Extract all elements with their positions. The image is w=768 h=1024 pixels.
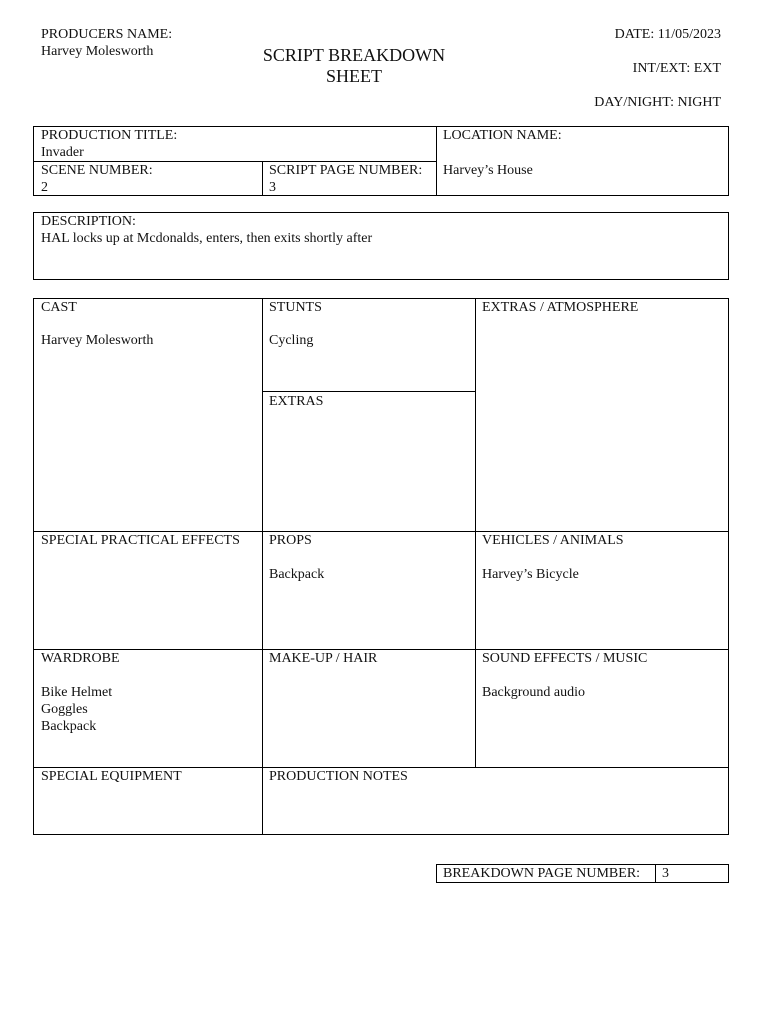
vehicles-animals-item: Harvey’s Bicycle xyxy=(482,567,579,582)
cast-label: CAST xyxy=(41,300,77,315)
int-ext-field: INT/EXT: EXT xyxy=(632,61,721,76)
production-title-value: Invader xyxy=(41,145,84,160)
wardrobe-item: Goggles xyxy=(41,702,88,717)
scene-number-label: SCENE NUMBER: xyxy=(41,163,153,178)
script-page-number-label: SCRIPT PAGE NUMBER: xyxy=(269,163,423,178)
props-label: PROPS xyxy=(269,533,312,548)
sound-effects-music-item: Background audio xyxy=(482,685,586,700)
description-label: DESCRIPTION: xyxy=(41,214,136,229)
location-name-label: LOCATION NAME: xyxy=(443,128,562,143)
grid-divider xyxy=(262,298,263,835)
production-title-label: PRODUCTION TITLE: xyxy=(41,128,178,143)
grid-divider xyxy=(262,391,475,392)
sound-effects-music-label: SOUND EFFECTS / MUSIC xyxy=(482,651,648,666)
wardrobe-list xyxy=(41,684,112,735)
cast-list xyxy=(41,332,153,349)
breakdown-page-number-value: 3 xyxy=(662,866,669,881)
table-divider xyxy=(262,161,263,196)
table-divider xyxy=(436,126,437,196)
extras-atmosphere-label: EXTRAS / ATMOSPHERE xyxy=(482,300,639,315)
breakdown-grid xyxy=(33,298,729,835)
page-title xyxy=(248,45,460,87)
location-name-value: Harvey’s House xyxy=(443,163,533,178)
page-title-line-1: SCRIPT BREAKDOWN xyxy=(262,45,446,65)
makeup-hair-label: MAKE-UP / HAIR xyxy=(269,651,378,666)
stunts-item: Cycling xyxy=(269,333,314,348)
special-practical-effects-label: SPECIAL PRACTICAL EFFECTS xyxy=(41,533,240,548)
vehicles-animals-list xyxy=(482,566,579,583)
props-list xyxy=(269,566,324,583)
special-equipment-label: SPECIAL EQUIPMENT xyxy=(41,769,182,784)
stunts-list xyxy=(269,332,313,349)
page-title-line-2: SHEET xyxy=(326,66,382,86)
wardrobe-item: Bike Helmet xyxy=(41,685,113,700)
cast-item: Harvey Molesworth xyxy=(41,333,154,348)
wardrobe-item: Backpack xyxy=(41,719,97,734)
stunts-label: STUNTS xyxy=(269,300,322,315)
wardrobe-label: WARDROBE xyxy=(41,651,120,666)
table-divider xyxy=(655,864,656,883)
description-value: HAL locks up at Mcdonalds, enters, then exits shortly after xyxy=(41,231,373,246)
day-night-field: DAY/NIGHT: NIGHT xyxy=(594,95,721,110)
props-item: Backpack xyxy=(269,567,325,582)
breakdown-page-number-label: BREAKDOWN PAGE NUMBER: xyxy=(443,866,641,881)
producers-name-label: PRODUCERS NAME: xyxy=(41,27,173,42)
vehicles-animals-label: VEHICLES / ANIMALS xyxy=(482,533,624,548)
scene-number-value: 2 xyxy=(41,180,48,195)
production-notes-label: PRODUCTION NOTES xyxy=(269,769,408,784)
extras-label: EXTRAS xyxy=(269,394,324,409)
date-field: DATE: 11/05/2023 xyxy=(614,27,721,42)
producers-name-value: Harvey Molesworth xyxy=(41,44,154,59)
script-page-number-value: 3 xyxy=(269,180,276,195)
sound-effects-music-list xyxy=(482,684,585,701)
grid-divider xyxy=(475,298,476,767)
